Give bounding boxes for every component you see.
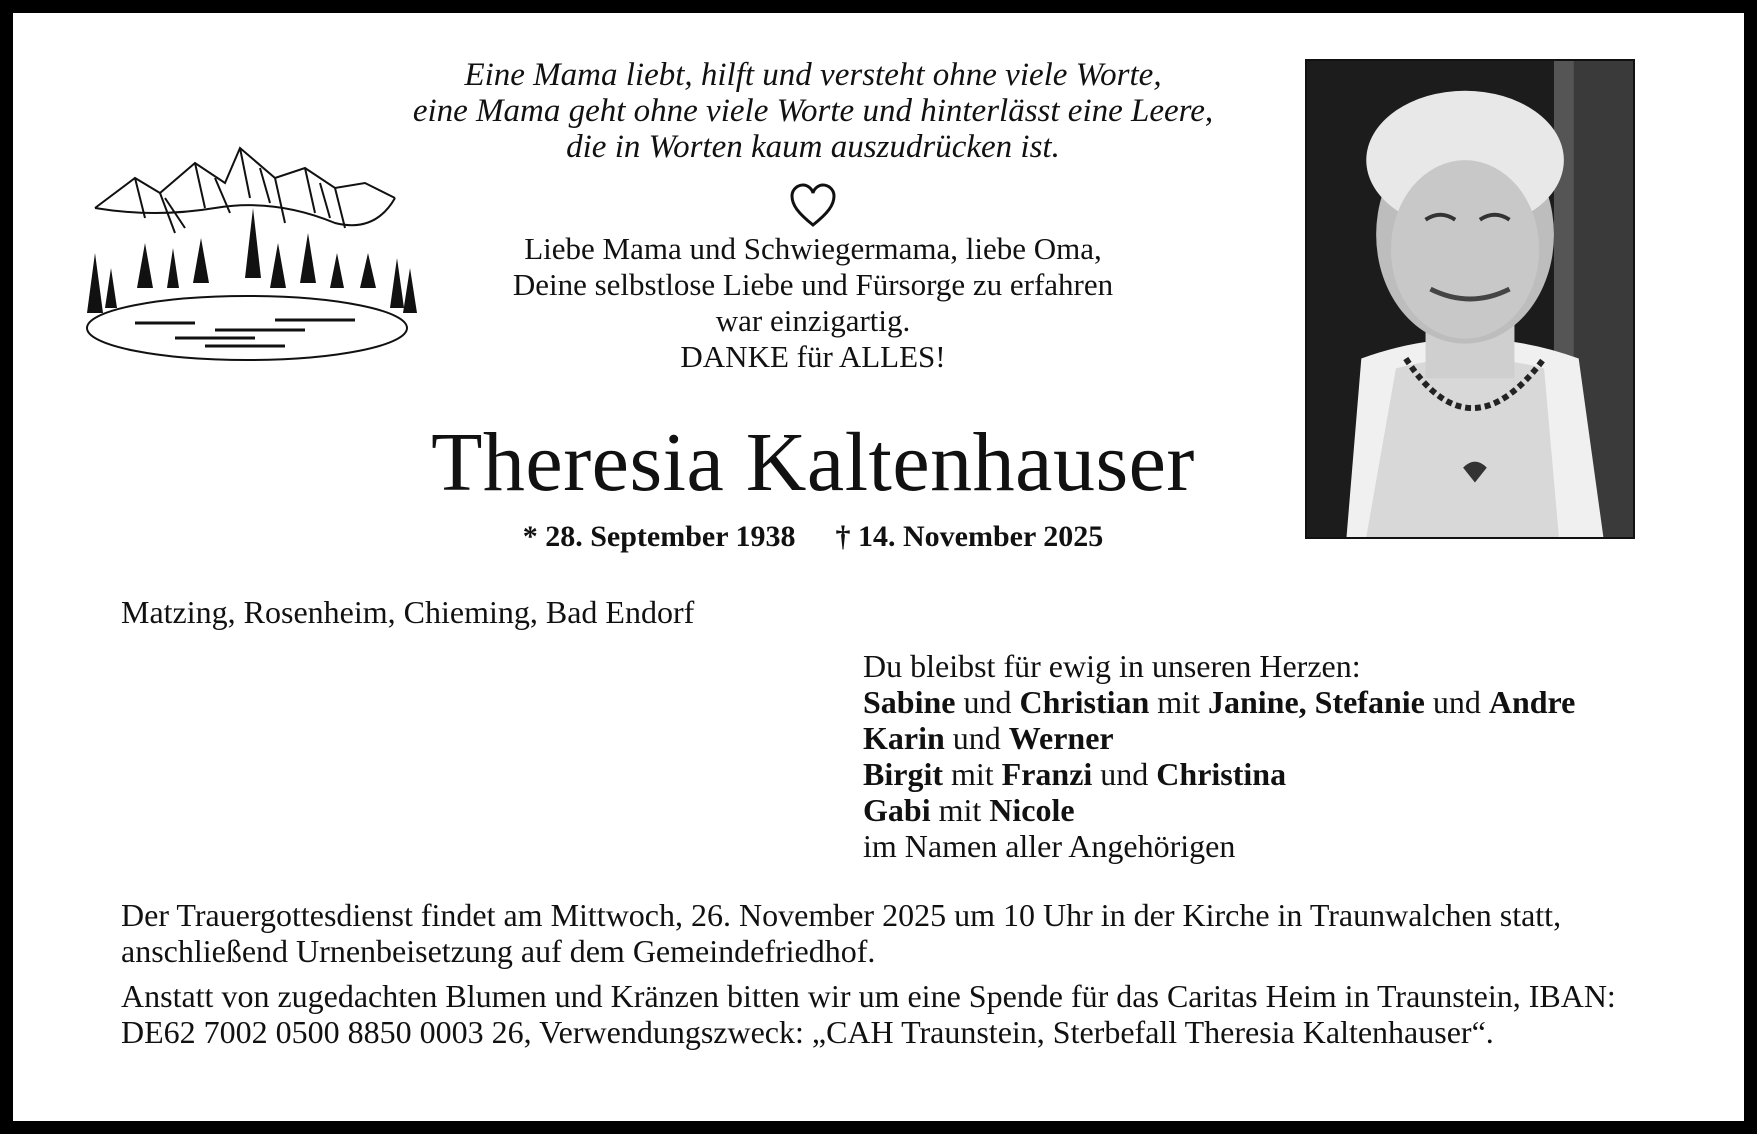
donation-info: Anstatt von zugedachten Blumen und Kränzen bitten wir um eine Spende für das Caritas Heim in Traunstein, IBAN: DE62 7002 0500 8850 0003 26, Verwendungszweck: „CAH Traunstein, Sterbefall Theresia Kaltenhauser“. bbox=[121, 978, 1616, 1050]
mourner-name: Werner bbox=[1008, 720, 1114, 756]
connector: mit bbox=[930, 792, 990, 828]
places-list: Matzing, Rosenheim, Chieming, Bad Endorf bbox=[121, 594, 695, 630]
dedication-line: DANKE für ALLES! bbox=[680, 339, 946, 374]
mourner-name: Gabi bbox=[863, 792, 931, 828]
death-date: † 14. November 2025 bbox=[835, 520, 1104, 553]
connector: und bbox=[955, 684, 1020, 720]
mourner-name: Andre bbox=[1488, 684, 1576, 720]
connector: mit bbox=[942, 756, 1002, 792]
connector: mit bbox=[1149, 684, 1208, 720]
mourner-name: Karin bbox=[863, 720, 945, 756]
connector: und bbox=[944, 720, 1009, 756]
dedication-line: Deine selbstlose Liebe und Fürsorge zu erfahren bbox=[512, 267, 1114, 302]
deceased-name: Theresia Kaltenhauser bbox=[431, 416, 1195, 509]
funeral-service-info: Der Trauergottesdienst findet am Mittwoch, 26. November 2025 um 10 Uhr in der Kirche in Traunwalchen statt, anschließend Urnenbeisetzung auf dem Gemeindefriedhof. bbox=[121, 897, 1562, 969]
mourners-line bbox=[863, 792, 1663, 828]
mourner-name: Nicole bbox=[989, 792, 1075, 828]
obituary-notice bbox=[13, 13, 1744, 1121]
mourner-name: Birgit bbox=[863, 756, 943, 792]
mourners-line bbox=[863, 756, 1663, 792]
mourner-name: Christina bbox=[1156, 756, 1287, 792]
mourner-name: Christian bbox=[1019, 684, 1150, 720]
portrait-photo bbox=[1305, 59, 1635, 539]
dedication-text bbox=[403, 231, 1223, 375]
verse-line: Eine Mama liebt, hilft und versteht ohne viele Worte, bbox=[464, 57, 1162, 93]
verse-line: die in Worten kaum auszudrücken ist. bbox=[566, 129, 1060, 165]
opening-verse bbox=[343, 57, 1283, 165]
mourners-line bbox=[863, 684, 1663, 720]
life-dates bbox=[433, 519, 1193, 555]
mourner-name: Franzi bbox=[1001, 756, 1093, 792]
verse-line: eine Mama geht ohne viele Worte und hinterlässt eine Leere, bbox=[412, 93, 1214, 129]
mourners-list bbox=[863, 648, 1663, 864]
connector: und bbox=[1092, 756, 1157, 792]
mourners-intro: Du bleibst für ewig in unseren Herzen: bbox=[863, 648, 1361, 684]
birth-date: * 28. September 1938 bbox=[522, 520, 796, 553]
heart-icon bbox=[788, 181, 838, 231]
mourners-closing: im Namen aller Angehörigen bbox=[863, 828, 1236, 864]
connector: und bbox=[1424, 684, 1489, 720]
dedication-line: Liebe Mama und Schwiegermama, liebe Oma, bbox=[524, 231, 1102, 266]
mourner-name: Janine, Stefanie bbox=[1207, 684, 1425, 720]
mourner-name: Sabine bbox=[863, 684, 956, 720]
dedication-line: war einzigartig. bbox=[715, 303, 911, 338]
mourners-line bbox=[863, 720, 1663, 756]
mountain-lake-icon bbox=[75, 138, 420, 373]
